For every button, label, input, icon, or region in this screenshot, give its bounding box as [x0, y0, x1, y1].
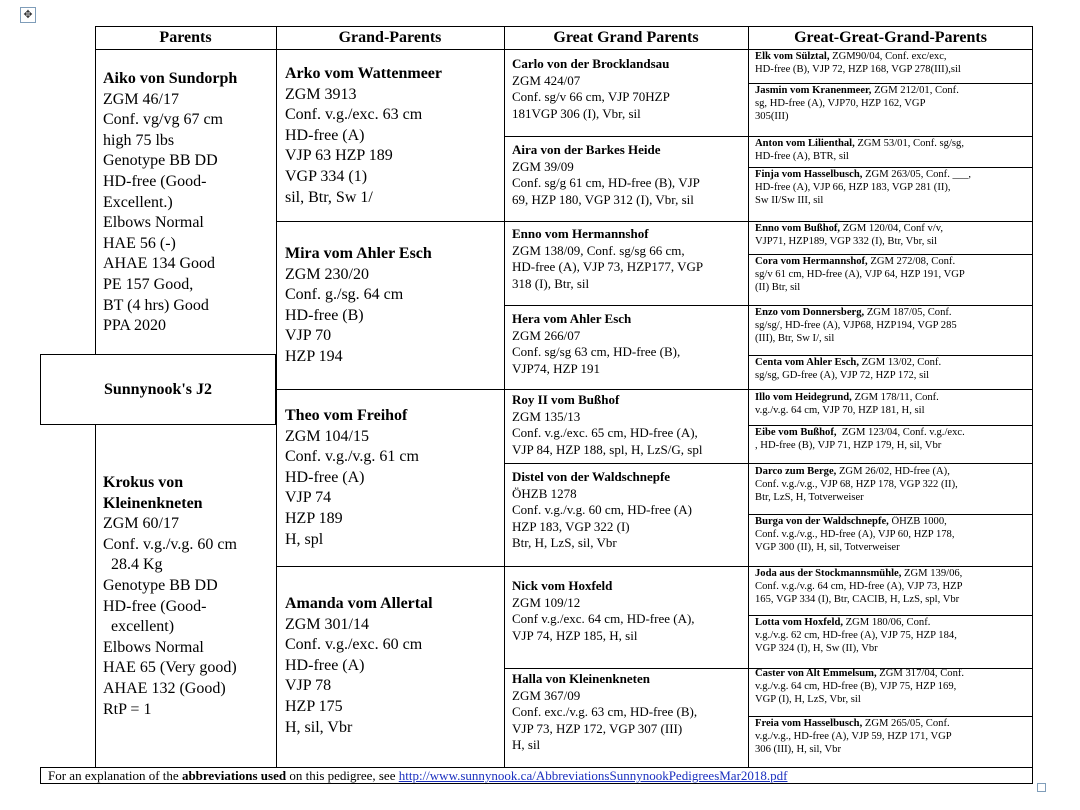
ggg-info-line: ZGM90/04, Conf. exc/exc, [829, 51, 947, 62]
sire-info-line: AHAE 134 Good [103, 255, 215, 273]
grandparent-info-line: ZGM 104/15 [285, 427, 369, 445]
header-grandparents: Grand-Parents [338, 29, 442, 46]
abbreviations-footer [40, 767, 1033, 784]
great-grandparent-info-line: ZGM 39/09 [512, 158, 574, 174]
ggg-info-line: Conf. v.g./v.g., HD-free (A), VJP 60, HZP 178, [755, 528, 955, 540]
row-divider [276, 389, 1033, 390]
column-divider [748, 26, 749, 768]
ggg-info-line: sg, HD-free (A), VJP70, HZP 162, VGP [755, 97, 926, 109]
great-grandparent-info-line: HD-free (A), VJP 73, HZP177, VGP [512, 259, 704, 274]
ggg-info-line: ZGM 263/05, Conf. ___, [862, 169, 972, 180]
sire-info-line: Excellent.) [103, 193, 173, 211]
great-grandparent-cell [512, 392, 746, 458]
dam-info-line: Elbows Normal [103, 638, 204, 656]
ggg-info-line: (II) Btr, sil [755, 281, 801, 293]
great-grandparent-info-line: ZGM 135/13 [512, 408, 581, 424]
header-great-great-grandparents: Great-Great-Grand-Parents [794, 29, 987, 46]
great-great-grandparent-cell [755, 568, 1031, 606]
dam-info-line: excellent) [103, 618, 175, 636]
great-grandparent-info-line: VJP 74, HZP 185, H, sil [512, 627, 638, 643]
grandparent-info-line: H, spl [285, 530, 324, 548]
sire-info-line: HD-free (Good- [103, 172, 207, 190]
grandparent-info-line: Conf. g./sg. 64 cm [285, 286, 404, 304]
dam-info-line: Conf. v.g./v.g. 60 cm [103, 535, 237, 553]
sire-name: Aiko von Sundorph [103, 70, 238, 87]
ggg-info-line: ÖHZB 1000, [888, 516, 947, 527]
ggg-info-line: ZGM 26/02, HD-free (A), [836, 466, 950, 477]
dam-info-line: 28.4 Kg [103, 556, 163, 574]
grandparent-info-line: VJP 74 [285, 489, 332, 507]
column-divider [276, 26, 277, 768]
ggg-info-line: Conf. v.g./v.g., VJP 68, HZP 178, VGP 322 (II), [755, 478, 958, 490]
great-great-grandparent-cell [755, 466, 1031, 504]
great-grandparent-info-line: HZP 183, VGP 322 (I) [512, 518, 630, 534]
great-grandparent-info-line: Btr, H, LzS, sil, Vbr [512, 535, 617, 550]
great-grandparent-info-line: H, sil [512, 737, 541, 752]
ggg-info-line: ZGM 139/06, [901, 568, 963, 579]
great-great-grandparent-cell [755, 51, 1031, 77]
ggg-name: Illo vom Heidegrund, [755, 392, 852, 403]
dam-info-line: HD-free (Good- [103, 597, 207, 615]
ggg-name: Centa vom Ahler Esch, [755, 357, 859, 368]
ggg-info-line: ZGM 178/11, Conf. [851, 392, 939, 403]
great-grandparent-name: Roy II vom Bußhof [512, 392, 620, 407]
ggg-info-line: VGP 300 (II), H, sil, Totverweiser [755, 541, 900, 553]
great-great-grandparent-cell [755, 718, 1031, 756]
great-grandparent-info-line: 69, HZP 180, VGP 312 (I), Vbr, sil [512, 191, 694, 207]
ggg-info-line: 306 (III), H, sil, Vbr [755, 743, 842, 755]
header-great-grandparents: Great Grand Parents [553, 29, 699, 46]
grandparent-info-line: VJP 78 [285, 677, 332, 695]
ggg-info-line: VGP 324 (I), H, Sw (II), Vbr [755, 642, 878, 654]
row-divider [748, 83, 1033, 84]
row-divider [748, 615, 1033, 616]
great-grandparent-name: Enno vom Hermannshof [512, 226, 649, 241]
great-grandparent-info-line: VJP 84, HZP 188, spl, H, LzS/G, spl [512, 441, 703, 457]
ggg-info-line: sg/sg/, HD-free (A), VJP68, HZP194, VGP 285 [755, 319, 957, 331]
great-grandparent-info-line: ZGM 266/07 [512, 327, 581, 343]
grandparent-name: Theo vom Freihof [285, 407, 408, 424]
row-divider [748, 716, 1033, 717]
ggg-name: Joda aus der Stockmannsmühle, [755, 568, 902, 579]
ggg-info-line: ZGM 272/08, Conf. [867, 256, 956, 267]
ggg-info-line: ZGM 180/06, Conf. [842, 617, 931, 628]
ggg-name: Enzo vom Donnersberg, [755, 307, 865, 318]
grandparent-info-line: HZP 189 [285, 509, 343, 527]
great-great-grandparent-cell [755, 357, 1031, 383]
sire-info-line: PPA 2020 [103, 317, 166, 335]
great-great-grandparent-cell [755, 427, 1031, 453]
sire-info-line: Genotype BB DD [103, 152, 218, 170]
great-grandparent-info-line: Conf. v.g./exc. 65 cm, HD-free (A), [512, 425, 698, 440]
great-grandparent-info-line: ÖHZB 1278 [512, 485, 577, 501]
sire-info-line: Conf. vg/vg 67 cm [103, 111, 223, 129]
ggg-info-line: ZGM 53/01, Conf. sg/sg, [854, 138, 964, 149]
ggg-name: Caster von Alt Emmelsum, [755, 668, 877, 679]
ggg-name: Finja vom Hasselbusch, [755, 169, 863, 180]
table-move-handle-icon[interactable]: ✥ [20, 7, 36, 23]
row-divider [504, 136, 1033, 137]
dam-name-line: Krokus von [103, 474, 184, 491]
great-great-grandparent-cell [755, 516, 1031, 554]
ggg-info-line: ZGM 265/05, Conf. [862, 718, 950, 729]
ggg-info-line: HD-free (B), VJP 72, HZP 168, VGP 278(III),sil [755, 63, 961, 75]
ggg-name: Anton vom Lilienthal, [755, 138, 855, 149]
ggg-info-line: 305(III) [755, 110, 789, 122]
great-grandparent-info-line: ZGM 424/07 [512, 72, 581, 88]
row-divider [276, 221, 1033, 222]
great-grandparent-info-line: VJP74, HZP 191 [512, 360, 601, 376]
grandparent-info-line: VJP 63 HZP 189 [285, 147, 393, 165]
grandparent-cell [285, 594, 501, 738]
great-grandparent-name: Aira von der Barkes Heide [512, 142, 661, 157]
grandparent-info-line: ZGM 301/14 [285, 615, 369, 633]
great-great-grandparent-cell [755, 85, 1031, 123]
grandparent-info-line: HD-free (A) [285, 656, 365, 674]
ggg-info-line: ZGM 317/04, Conf. [876, 668, 965, 679]
row-divider [504, 463, 1033, 464]
ggg-name: Freia vom Hasselbusch, [755, 718, 863, 729]
grandparent-info-line: HD-free (B) [285, 306, 364, 324]
great-grandparent-info-line: ZGM 367/09 [512, 687, 581, 703]
great-grandparent-cell [512, 56, 746, 122]
ggg-info-line: ZGM 120/04, Conf v/v, [840, 223, 943, 234]
ggg-name: Burga von der Waldschnepfe, [755, 516, 889, 527]
sire-info-line: HAE 56 (-) [103, 234, 176, 252]
grandparent-name: Amanda vom Allertal [285, 595, 433, 612]
great-grandparent-cell [512, 469, 746, 552]
great-grandparent-info-line: Conf v.g./exc. 64 cm, HD-free (A), [512, 611, 695, 626]
ggg-info-line: Sw II/Sw III, sil [755, 194, 824, 206]
great-great-grandparent-cell [755, 617, 1031, 655]
great-grandparent-cell [512, 311, 746, 377]
grandparent-info-line: ZGM 230/20 [285, 265, 369, 283]
abbreviations-link[interactable]: http://www.sunnynook.ca/AbbreviationsSunnynookPedigreesMar2018.pdf [398, 768, 788, 783]
subject-dog-name: Sunnynook's J2 [40, 354, 276, 425]
dam-info-line: HAE 65 (Very good) [103, 659, 237, 677]
ggg-name: Elk vom Sülztal, [755, 51, 830, 62]
grandparent-info-line: HD-free (A) [285, 126, 365, 144]
header-parents: Parents [159, 29, 212, 46]
row-divider [748, 254, 1033, 255]
ggg-info-line: sg/sg, GD-free (A), VJP 72, HZP 172, sil [755, 369, 930, 381]
ggg-name: Darco zum Berge, [755, 466, 837, 477]
sire-info-line: Elbows Normal [103, 214, 204, 232]
great-great-grandparent-cell [755, 392, 1031, 418]
table-resize-handle-icon[interactable] [1037, 783, 1046, 792]
grandparent-info-line: Conf. v.g./exc. 60 cm [285, 636, 423, 654]
great-grandparent-info-line: Conf. v.g./v.g. 60 cm, HD-free (A) [512, 502, 692, 517]
ggg-name: Jasmin vom Kranenmeer, [755, 85, 872, 96]
ggg-info-line: HD-free (A), BTR, sil [755, 150, 849, 162]
great-grandparent-info-line: ZGM 109/12 [512, 594, 581, 610]
row-divider [748, 425, 1033, 426]
grandparent-info-line: HZP 194 [285, 347, 343, 365]
ggg-info-line: Conf. v.g./v.g. 64 cm, HD-free (A), VJP 73, HZP [755, 580, 963, 592]
grandparent-info-line: Conf. v.g./exc. 63 cm [285, 106, 423, 124]
ggg-info-line: , HD-free (B), VJP 71, HZP 179, H, sil, Vbr [755, 439, 942, 451]
great-great-grandparent-cell [755, 668, 1031, 706]
dam-info-line: ZGM 60/17 [103, 515, 179, 533]
ggg-info-line: HD-free (A), VJP 66, HZP 183, VGP 281 (II), [755, 181, 951, 193]
row-divider [748, 514, 1033, 515]
great-grandparent-info-line: Conf. sg/v 66 cm, VJP 70HZP [512, 89, 670, 104]
great-grandparent-info-line: 181VGP 306 (I), Vbr, sil [512, 105, 641, 121]
great-grandparent-info-line: Conf. sg/sg 63 cm, HD-free (B), [512, 344, 681, 359]
great-great-grandparent-cell [755, 223, 1031, 249]
great-grandparent-info-line: VJP 73, HZP 172, VGP 307 (III) [512, 720, 683, 736]
grandparent-info-line: Conf. v.g./v.g. 61 cm [285, 448, 419, 466]
grandparent-cell [285, 64, 501, 208]
ggg-info-line: (III), Btr, Sw I/, sil [755, 332, 835, 344]
grandparent-name: Arko vom Wattenmeer [285, 65, 442, 82]
row-divider [748, 167, 1033, 168]
row-divider [276, 566, 1033, 567]
ggg-info-line: v.g./v.g. 62 cm, HD-free (A), VJP 75, HZP 184, [755, 629, 957, 641]
grandparent-info-line: HZP 175 [285, 697, 343, 715]
dam-cell [103, 473, 273, 720]
row-divider [504, 305, 1033, 306]
great-grandparent-name: Halla von Kleinenkneten [512, 671, 650, 686]
great-grandparent-info-line: 318 (I), Btr, sil [512, 275, 590, 291]
ggg-info-line: sg/v 61 cm, HD-free (A), VJP 64, HZP 191, VGP [755, 268, 965, 280]
ggg-info-line: Btr, LzS, H, Totverweiser [755, 491, 864, 503]
grandparent-cell [285, 244, 501, 368]
great-grandparent-name: Distel von der Waldschnepfe [512, 469, 671, 484]
great-great-grandparent-cell [755, 256, 1031, 294]
ggg-name: Lotta vom Hoxfeld, [755, 617, 843, 628]
grandparent-cell [285, 406, 501, 550]
footer-text: For an explanation of the [48, 768, 182, 783]
ggg-name: Eibe vom Bußhof, [755, 427, 837, 438]
great-grandparent-info-line: Conf. sg/g 61 cm, HD-free (B), VJP [512, 175, 700, 190]
ggg-info-line: v.g./v.g. 64 cm, HD-free (B), VJP 75, HZP 169, [755, 680, 957, 692]
footer-text: on this pedigree, see [286, 768, 399, 783]
ggg-info-line: ZGM 13/02, Conf. [858, 357, 942, 368]
great-great-grandparent-cell [755, 138, 1031, 164]
column-divider [504, 26, 505, 768]
grandparent-name: Mira vom Ahler Esch [285, 245, 432, 262]
great-grandparent-name: Nick vom Hoxfeld [512, 578, 613, 593]
grandparent-info-line: sil, Btr, Sw 1/ [285, 188, 373, 206]
ggg-info-line: v.g./v.g. 64 cm, VJP 70, HZP 181, H, sil [755, 404, 925, 416]
ggg-info-line: VJP71, HZP189, VGP 332 (I), Btr, Vbr, sil [755, 235, 938, 247]
header-divider [95, 49, 1033, 50]
row-divider [748, 355, 1033, 356]
ggg-name: Cora vom Hermannshof, [755, 256, 868, 267]
dam-info-line: Genotype BB DD [103, 576, 218, 594]
dam-info-line: AHAE 132 (Good) [103, 679, 226, 697]
great-grandparent-name: Hera vom Ahler Esch [512, 311, 632, 326]
footer-bold-text: abbreviations used [181, 768, 287, 783]
sire-info-line: PE 157 Good, [103, 275, 194, 293]
grandparent-info-line: VJP 70 [285, 327, 332, 345]
great-grandparent-info-line: ZGM 138/09, Conf. sg/sg 66 cm, [512, 242, 685, 258]
grandparent-info-line: VGP 334 (1) [285, 167, 368, 185]
grandparent-info-line: HD-free (A) [285, 468, 365, 486]
great-grandparent-cell [512, 142, 746, 208]
great-grandparent-info-line: Conf. exc./v.g. 63 cm, HD-free (B), [512, 704, 698, 719]
ggg-info-line: v.g./v.g., HD-free (A), VJP 59, HZP 171, VGP [755, 730, 952, 742]
grandparent-info-line: ZGM 3913 [285, 85, 357, 103]
sire-info-line: high 75 lbs [103, 131, 175, 149]
sire-info-line: BT (4 hrs) Good [103, 296, 209, 314]
great-grandparent-cell [512, 671, 746, 754]
great-grandparent-name: Carlo von der Brocklandsau [512, 56, 670, 71]
great-great-grandparent-cell [755, 169, 1031, 207]
dam-name-line: Kleinenkneten [103, 494, 203, 512]
sire-info-line: ZGM 46/17 [103, 90, 179, 108]
great-grandparent-cell [512, 578, 746, 644]
great-grandparent-cell [512, 226, 746, 292]
ggg-info-line: ZGM 212/01, Conf. [871, 85, 959, 96]
sire-cell [103, 69, 273, 337]
dam-info-line: RtP = 1 [103, 700, 152, 718]
grandparent-info-line: H, sil, Vbr [285, 718, 353, 736]
ggg-info-line: VGP (I), H, LzS, Vbr, sil [755, 693, 861, 705]
ggg-info-line: ZGM 123/04, Conf. v.g./exc. [836, 427, 965, 438]
great-great-grandparent-cell [755, 307, 1031, 345]
ggg-info-line: ZGM 187/05, Conf. [864, 307, 952, 318]
ggg-name: Enno vom Bußhof, [755, 223, 841, 234]
ggg-info-line: 165, VGP 334 (I), Btr, CACIB, H, LzS, spl, Vbr [755, 593, 960, 605]
